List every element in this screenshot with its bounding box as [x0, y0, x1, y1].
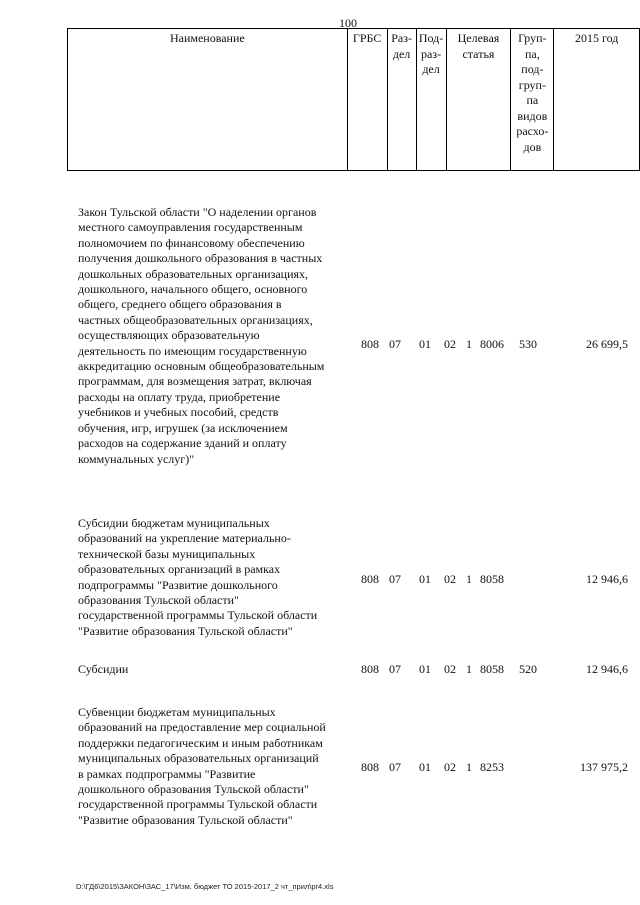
- page-number: 100: [339, 16, 357, 30]
- header-name: Наименование: [68, 29, 348, 171]
- row-name-line: программам, для возмещения затрат, включая: [78, 374, 312, 389]
- budget-table-header: [67, 28, 640, 171]
- row-name-line: деятельность по имеющим государственную: [78, 343, 307, 358]
- row-podrazdel: 01: [419, 760, 431, 774]
- row-grbs: 808: [361, 662, 379, 676]
- table-row: [0, 205, 640, 485]
- row-name-line: получения дошкольного образования в частных: [78, 251, 323, 266]
- row-celevaya-statya-program: 02: [444, 662, 456, 676]
- row-podrazdel: 01: [419, 572, 431, 586]
- row-celevaya-statya-program: 02: [444, 337, 456, 351]
- row-name: [78, 662, 363, 677]
- row-celevaya-statya-subprogram: 1: [466, 572, 472, 586]
- row-name-line: государственной программы Тульской области: [78, 608, 318, 623]
- row-name-line: Субсидии бюджетам муниципальных: [78, 516, 270, 530]
- row-razdel: 07: [389, 760, 401, 774]
- row-name-line: общего, среднего общего образования в: [78, 297, 282, 312]
- header-vid-line: па: [526, 93, 539, 107]
- row-name-line: "Развитие образования Тульской области": [78, 623, 293, 638]
- file-path-footer: D:\ГД6\2015\ЗАКОН\ЗАС_17\Изм. бюджет ТО 2015-2017_2 чт_прил\pr4.xls: [76, 882, 334, 891]
- row-name: [78, 705, 363, 828]
- row-name-line: частных общеобразовательных организациях,: [78, 312, 313, 327]
- header-vid-line: видов: [517, 108, 548, 123]
- row-name-line: местного самоуправления государственным: [78, 220, 303, 235]
- row-amount: 26 699,5: [586, 337, 628, 351]
- header-celevaya-line: Целевая: [457, 31, 500, 45]
- row-name-line: в рамках подпрограммы "Развитие: [78, 766, 256, 781]
- header-podrazdel-line: Под-: [418, 31, 444, 45]
- header-vid-line: расхо-: [516, 124, 549, 138]
- row-name-line: дошкольных образовательных организациях,: [78, 266, 309, 281]
- header-vid-line: груп-: [518, 77, 546, 92]
- row-podrazdel: 01: [419, 337, 431, 351]
- row-name: [78, 516, 363, 639]
- header-razdel: [387, 29, 416, 171]
- row-name-line: образования Тульской области": [78, 593, 239, 608]
- header-razdel-line: Раз-: [391, 31, 412, 45]
- row-name-line: расходов на содержание зданий и оплату: [78, 436, 287, 451]
- row-name-line: подпрограммы "Развитие дошкольного: [78, 577, 278, 592]
- row-vid-rashodov: 520: [519, 662, 537, 676]
- row-name-line: Закон Тульской области "О наделении органов: [78, 205, 317, 219]
- row-name-line: дошкольного, начального общего, основного: [78, 282, 308, 297]
- header-vid-rashodov: [511, 29, 554, 171]
- row-name-line: аккредитацию основным общеобразовательным: [78, 359, 325, 374]
- row-name-line: обучения, игр, игрушек (за исключением: [78, 420, 288, 435]
- header-podrazdel: [416, 29, 446, 171]
- row-name-line: образований на предоставление мер социальной: [78, 720, 326, 735]
- table-row: [0, 705, 640, 835]
- header-year: 2015 год: [554, 29, 640, 171]
- row-celevaya-statya-code: 8058: [480, 572, 504, 586]
- row-grbs: 808: [361, 337, 379, 351]
- row-amount: 137 975,2: [580, 760, 628, 774]
- header-grbs: ГРБС: [347, 29, 387, 171]
- row-razdel: 07: [389, 572, 401, 586]
- row-name-line: коммунальных услуг)": [78, 451, 195, 466]
- row-name-line: образований на укрепление материально-: [78, 531, 291, 546]
- row-vid-rashodov: 530: [519, 337, 537, 351]
- row-name-line: государственной программы Тульской области: [78, 797, 318, 812]
- row-razdel: 07: [389, 662, 401, 676]
- row-name-line: технической базы муниципальных: [78, 546, 256, 561]
- header-vid-line: па,: [524, 46, 540, 61]
- row-name-line: "Развитие образования Тульской области": [78, 812, 293, 827]
- row-name-line: муниципальных образовательных организаций: [78, 751, 319, 766]
- header-vid-line: дов: [523, 139, 542, 154]
- row-celevaya-statya-code: 8058: [480, 662, 504, 676]
- row-podrazdel: 01: [419, 662, 431, 676]
- row-name-line: учебников и учебных пособий, средств: [78, 405, 279, 420]
- row-celevaya-statya-subprogram: 1: [466, 337, 472, 351]
- row-name-line: осуществляющих образовательную: [78, 328, 260, 343]
- row-name-line: полномочием по финансовому обеспечению: [78, 235, 305, 250]
- row-amount: 12 946,6: [586, 662, 628, 676]
- row-amount: 12 946,6: [586, 572, 628, 586]
- header-razdel-line: дел: [392, 46, 411, 61]
- header-vid-line: Груп-: [518, 31, 547, 45]
- row-celevaya-statya-code: 8253: [480, 760, 504, 774]
- row-name: [78, 205, 363, 467]
- row-name-line: Субвенции бюджетам муниципальных: [78, 705, 276, 719]
- row-celevaya-statya-program: 02: [444, 760, 456, 774]
- table-row: [0, 516, 640, 646]
- header-podrazdel-line: дел: [422, 62, 440, 76]
- row-name-line: образовательных организаций в рамках: [78, 562, 281, 577]
- header-celevaya-statya: [446, 29, 511, 171]
- row-grbs: 808: [361, 760, 379, 774]
- row-celevaya-statya-subprogram: 1: [466, 662, 472, 676]
- row-razdel: 07: [389, 337, 401, 351]
- row-celevaya-statya-program: 02: [444, 572, 456, 586]
- row-name-line: поддержки педагогическим и иным работникам: [78, 735, 323, 750]
- row-name-line: Субсидии: [78, 662, 129, 676]
- row-celevaya-statya-code: 8006: [480, 337, 504, 351]
- header-celevaya-line: статья: [462, 46, 495, 61]
- header-podrazdel-line: раз-: [421, 46, 442, 61]
- row-name-line: дошкольного образования Тульской области": [78, 782, 309, 797]
- row-name-line: расходы на оплату труда, приобретение: [78, 389, 281, 404]
- row-celevaya-statya-subprogram: 1: [466, 760, 472, 774]
- header-vid-line: под-: [521, 62, 544, 76]
- row-grbs: 808: [361, 572, 379, 586]
- table-row: [0, 662, 640, 680]
